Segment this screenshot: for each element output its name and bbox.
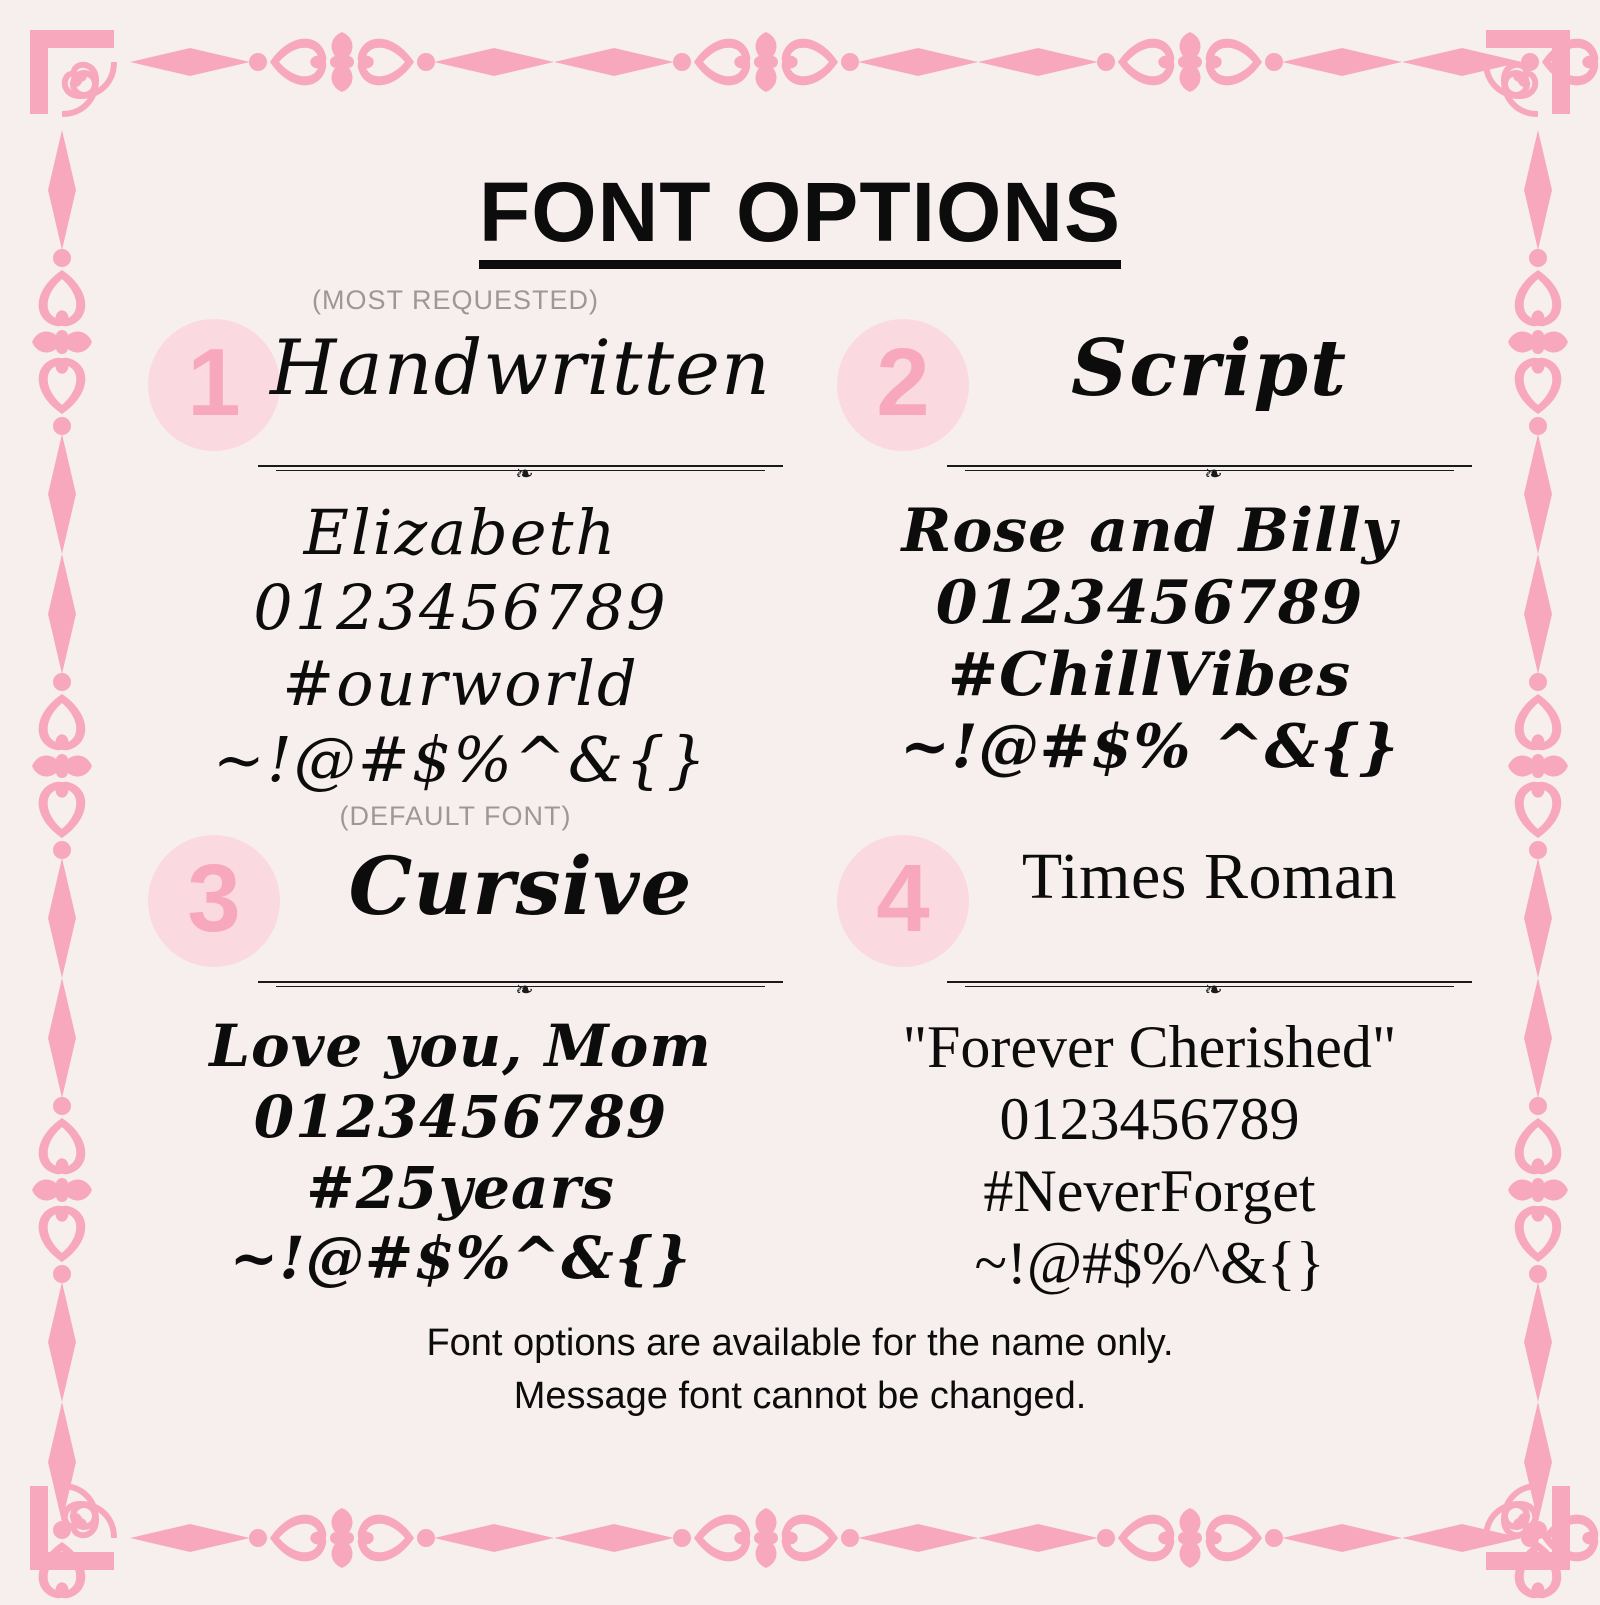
font-option-3-sample-hashtag: #25years	[306, 1153, 615, 1222]
font-option-3-sample-symbols: ~!@#$%^&{}	[229, 1224, 692, 1293]
font-option-3-sample-name: Love you, Mom	[209, 1012, 712, 1081]
footer-line-2: Message font cannot be changed.	[513, 1374, 1087, 1417]
font-option-2-divider	[947, 461, 1480, 485]
font-option-2-number: 2	[876, 328, 930, 436]
font-option-4-sample-hashtag: #NeverForget	[983, 1158, 1316, 1225]
font-option-1-sample-symbols: ~!@#$%^&{}	[212, 722, 709, 796]
font-option-1-divider	[258, 461, 791, 485]
font-option-2-sample-hashtag: #ChillVibes	[947, 639, 1352, 710]
footer-line-1: Font options are available for the name only.	[426, 1322, 1174, 1365]
font-options-card	[120, 110, 1480, 1490]
font-option-1-samples	[130, 485, 791, 798]
font-option-4-sample-digits: 0123456789	[999, 1086, 1300, 1153]
font-option-1-note: (MOST REQUESTED)	[311, 284, 599, 315]
font-option-1-sample-digits: 0123456789	[253, 571, 668, 645]
font-option-1-sample-hashtag: #ourworld	[282, 646, 639, 720]
font-option-3-samples	[130, 1001, 791, 1294]
font-option-3-name: Cursive	[348, 839, 693, 934]
font-option-1-header	[130, 311, 791, 461]
font-option-2-sample-digits: 0123456789	[935, 567, 1364, 638]
font-option-1[interactable]	[120, 284, 791, 798]
font-option-1-number: 1	[187, 328, 241, 436]
font-option-2-samples	[819, 485, 1480, 783]
font-option-3-sample-digits: 0123456789	[253, 1082, 668, 1151]
font-option-3-number: 3	[187, 845, 241, 953]
font-option-3[interactable]	[120, 801, 791, 1299]
font-option-4-samples	[819, 1001, 1480, 1299]
page-title-wrap	[120, 110, 1480, 269]
font-option-3-note: (DEFAULT FONT)	[339, 801, 572, 832]
font-option-4-number: 4	[876, 845, 930, 953]
ornamental-flourish-icon: ❧	[1204, 977, 1223, 1003]
font-option-1-name: Handwritten	[270, 322, 771, 412]
ornamental-flourish-icon: ❧	[515, 977, 534, 1003]
font-option-2-sample-name: Rose and Billy	[901, 495, 1398, 566]
font-option-3-divider	[258, 977, 791, 1001]
page-title: FONT OPTIONS	[479, 170, 1121, 269]
font-options-grid	[120, 284, 1480, 1300]
font-option-4-divider	[947, 977, 1480, 1001]
font-option-4[interactable]	[809, 827, 1480, 1299]
font-option-4-sample-symbols: ~!@#$%^&{}	[974, 1230, 1325, 1297]
font-option-2-header	[819, 311, 1480, 461]
font-option-1-sample-name: Elizabeth	[303, 495, 618, 569]
font-option-3-header	[130, 827, 791, 977]
font-option-4-sample-name: "Forever Cherished"	[902, 1014, 1397, 1081]
font-option-2[interactable]	[809, 311, 1480, 798]
ornamental-flourish-icon: ❧	[1204, 460, 1223, 486]
font-option-2-name: Script	[1070, 322, 1349, 414]
font-option-4-name: Times Roman	[1021, 840, 1398, 914]
font-option-2-sample-symbols: ~!@#$% ^&{}	[899, 711, 1400, 782]
ornamental-flourish-icon: ❧	[515, 460, 534, 486]
footer-note	[120, 1317, 1480, 1422]
font-option-4-header	[819, 827, 1480, 977]
